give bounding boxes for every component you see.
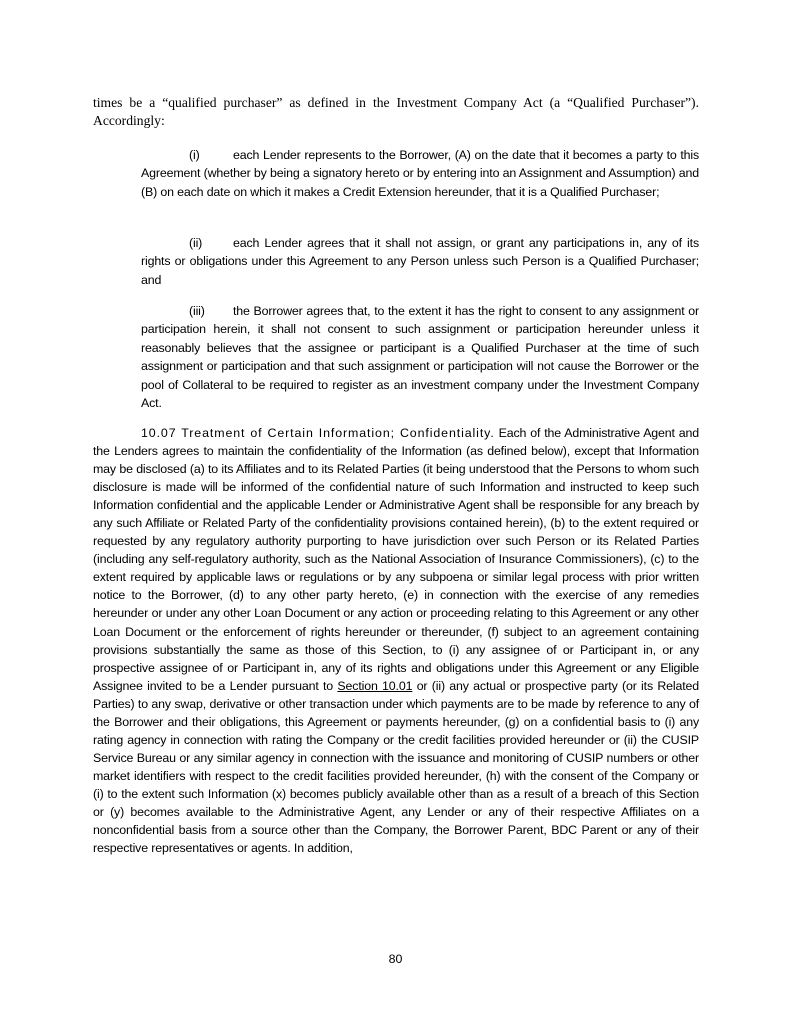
- clause-number: (iii): [189, 304, 205, 318]
- section-10-07: [93, 424, 699, 857]
- intro-paragraph: times be a “qualified purchaser” as defined in the Investment Company Act (a “Qualified Purchaser”). Accordingly:: [93, 95, 699, 128]
- section-heading: 10.07 Treatment of Certain Information; Confidentiality.: [141, 426, 495, 440]
- clause-text: each Lender represents to the Borrower, (A) on the date that it becomes a party to this Agreement (whether by being a signatory hereto or by entering into an Assignment and Assumption) and (B) on each date on which it makes a Credit Extension hereunder, that it is a Qualified Purchaser;: [141, 148, 699, 199]
- clause-iii: [141, 302, 699, 412]
- section-body-part-2: or (ii) any actual or prospective party (or its Related Parties) to any swap, derivative or other transaction under which payments are to be made by reference to any of the Borrower and their obligations, this Agreement or payments hereunder, (g) on a confidential basis to (i) any rating agency in connection with rating the Company or the credit facilities provided hereunder or (ii) the CUSIP Service Bureau or any similar agency in connection with the issuance and monitoring of CUSIP numbers or other market identifiers with respect to the credit facilities provided hereunder, (h) with the consent of the Company or (i) to the extent such Information (x) becomes publicly available other than as a result of a breach of this Section or (y) becomes available to the Administrative Agent, any Lender or any of their respective Affiliates on a nonconfidential basis from a source other than the Company, the Borrower Parent, BDC Parent or any of their respective representatives or agents. In addition,: [93, 678, 700, 856]
- clause-text: the Borrower agrees that, to the extent it has the right to consent to any assignment or participation herein, it shall not consent to such assignment or participation hereunder unless it reasonably believes that the assignee or participant is a Qualified Purchaser at the time of such assignment or participation and that such assignment or participation will not cause the Borrower or the pool of Collateral to be required to register as an investment company under the Investment Company Act.: [141, 304, 699, 411]
- clause-text: each Lender agrees that it shall not assign, or grant any participations in, any of its rights or obligations under this Agreement to any Person unless such Person is a Qualified Purchaser; and: [141, 236, 699, 287]
- clause-number: (i): [189, 148, 200, 162]
- page-number: 80: [388, 952, 403, 966]
- section-10-01-reference: Section 10.01: [337, 678, 413, 693]
- clause-ii: [141, 234, 699, 289]
- section-body-part-1: Each of the Administrative Agent and the Lenders agrees to maintain the confidentiality of the Information (as defined below), except that Information may be disclosed (a) to its Affiliates and to its Related Parties (it being understood that the Persons to whom such disclosure is made will be informed of the confidential nature of such Information and instructed to keep such Information confidential and the applicable Lender or Administrative Agent shall be responsible for any breach by any such Affiliate or Related Party of the confidentiality provisions contained herein), (b) to the extent required or requested by any regulatory authority purporting to have jurisdiction over such Person or its Related Parties (including any self-regulatory authority, such as the National Association of Insurance Commissioners), (c) to the extent required by applicable laws or regulations or by any subpoena or similar legal process with prior written notice to the Borrower, (d) to any other party hereto, (e) in connection with the exercise of any remedies hereunder or under any other Loan Document or any action or proceeding relating to this Agreement or any other Loan Document or the enforcement of rights hereunder or thereunder, (f) subject to an agreement containing provisions substantially the same as those of this Section, to (i) any assignee of or Participant in, or any prospective assignee of or Participant in, any of its rights and obligations under this Agreement or any Eligible Assignee invited to be a Lender pursuant to: [93, 426, 699, 693]
- clause-i: [141, 146, 699, 201]
- clause-number: (ii): [189, 236, 203, 250]
